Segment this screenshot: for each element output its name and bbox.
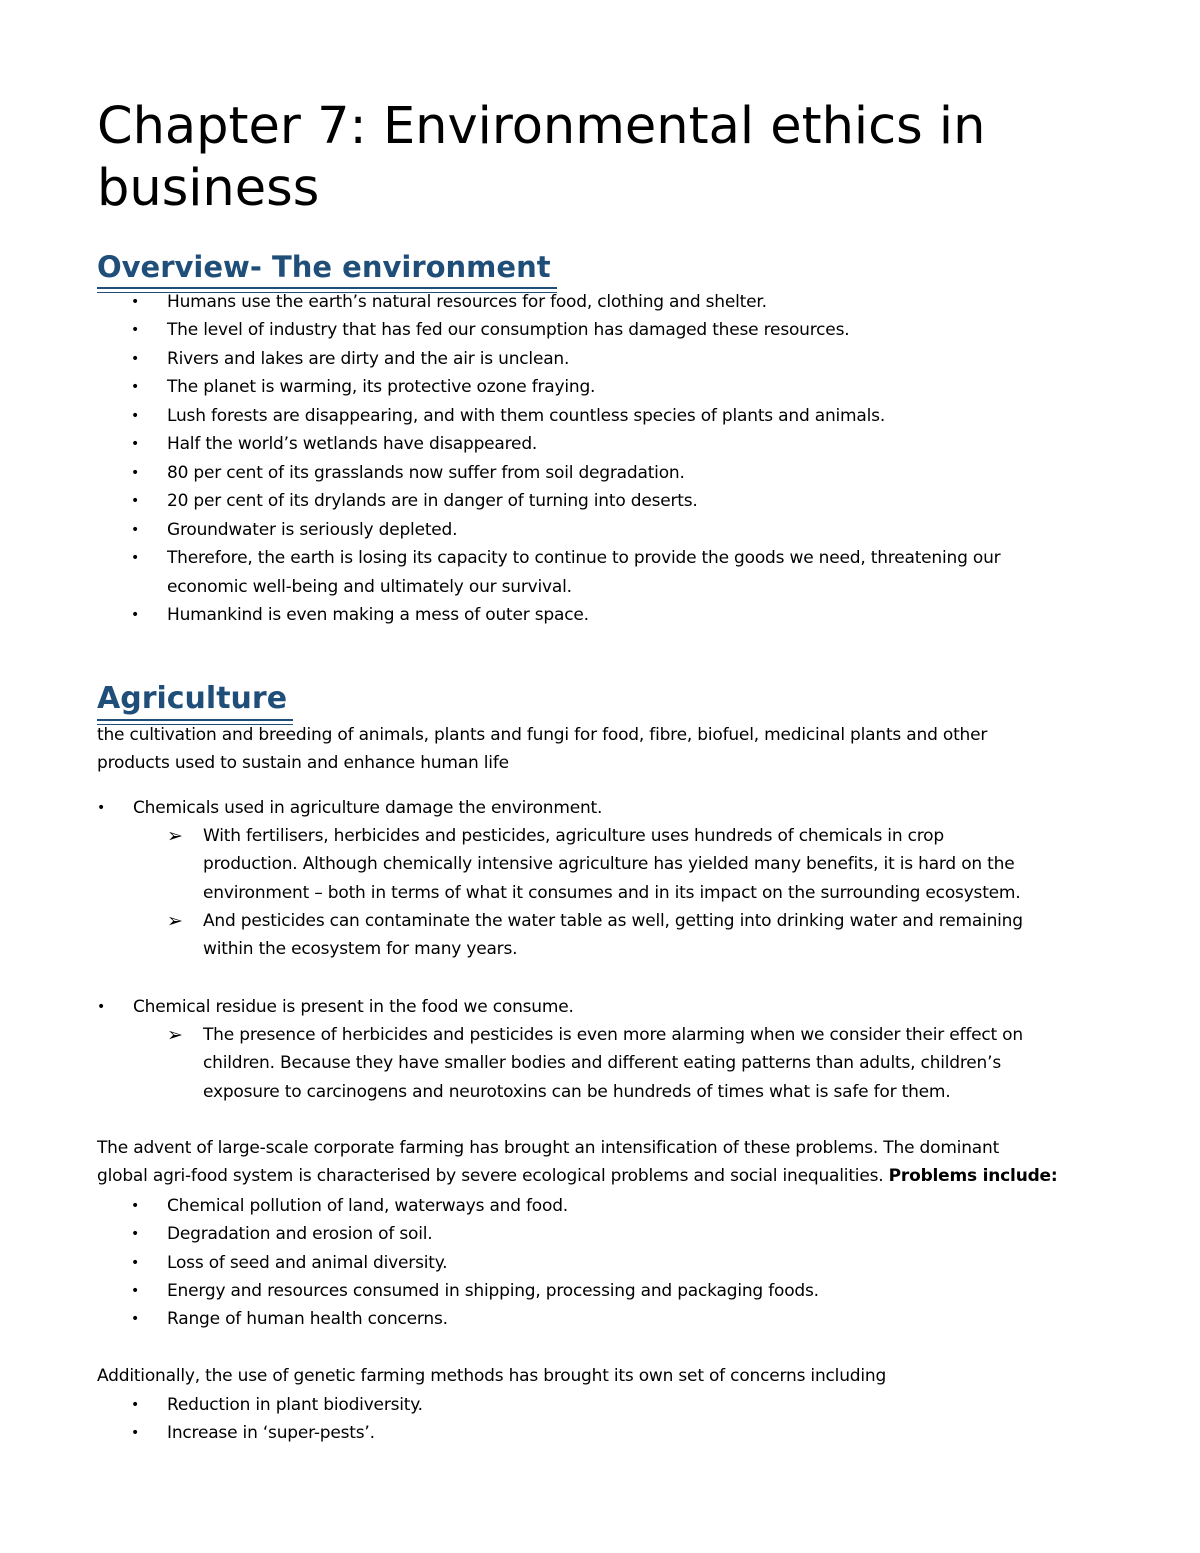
problem-item: Range of human health concerns. bbox=[167, 1309, 448, 1329]
agriculture-definition: the cultivation and breeding of animals, plants and fungi for food, fibre, biofuel, medicinal plants and other bbox=[97, 725, 988, 745]
problem-item: Loss of seed and animal diversity. bbox=[167, 1253, 448, 1273]
overview-item: The planet is warming, its protective ozone fraying. bbox=[167, 377, 596, 397]
overview-item: Therefore, the earth is losing its capacity to continue to provide the goods we need, threatening our bbox=[167, 548, 1001, 568]
bullet-icon: • bbox=[131, 1425, 140, 1441]
genetic-paragraph: Additionally, the use of genetic farming methods has brought its own set of concerns including bbox=[97, 1366, 887, 1386]
bullet-icon: • bbox=[131, 607, 140, 623]
bullet-icon: • bbox=[97, 999, 106, 1015]
agriculture-subpoint-continuation: environment – both in terms of what it consumes and in its impact on the surrounding ecosystem. bbox=[203, 883, 1021, 903]
agriculture-subpoint-continuation: production. Although chemically intensive agriculture has yielded many benefits, it is hard on the bbox=[203, 854, 1015, 874]
bullet-icon: • bbox=[131, 550, 140, 566]
bullet-icon: • bbox=[131, 522, 140, 538]
agriculture-subpoint-continuation: exposure to carcinogens and neurotoxins can be hundreds of times what is safe for them. bbox=[203, 1082, 951, 1102]
chapter-title: Chapter 7: Environmental ethics in business bbox=[97, 97, 986, 218]
bullet-icon: • bbox=[131, 322, 140, 338]
agriculture-point: Chemicals used in agriculture damage the environment. bbox=[133, 798, 603, 818]
bullet-icon: • bbox=[131, 493, 140, 509]
agriculture-subpoint: And pesticides can contaminate the water table as well, getting into drinking water and remaining bbox=[203, 911, 1023, 931]
problem-item: Degradation and erosion of soil. bbox=[167, 1224, 433, 1244]
agriculture-heading bbox=[97, 680, 287, 718]
genetic-concern-item: Increase in ‘super-pests’. bbox=[167, 1423, 375, 1443]
bullet-icon: • bbox=[131, 1255, 140, 1271]
advent-paragraph: The advent of large-scale corporate farming has brought an intensification of these problems. The dominant bbox=[97, 1138, 1000, 1158]
bullet-icon: • bbox=[131, 1226, 140, 1242]
overview-heading-text: Overview- The environment bbox=[97, 250, 551, 284]
problem-item: Chemical pollution of land, waterways and food. bbox=[167, 1196, 569, 1216]
overview-item-continuation: economic well-being and ultimately our survival. bbox=[167, 577, 572, 597]
genetic-concern-item: Reduction in plant biodiversity. bbox=[167, 1395, 423, 1415]
overview-item: 80 per cent of its grasslands now suffer from soil degradation. bbox=[167, 463, 685, 483]
advent-paragraph-line bbox=[97, 1162, 1058, 1191]
bullet-icon: • bbox=[131, 436, 140, 452]
bullet-icon: • bbox=[131, 1311, 140, 1327]
arrow-bullet-icon: ➢ bbox=[167, 1024, 183, 1046]
arrow-bullet-icon: ➢ bbox=[167, 910, 183, 932]
problems-label: Problems include: bbox=[888, 1166, 1058, 1186]
overview-item: Groundwater is seriously depleted. bbox=[167, 520, 458, 540]
overview-item: Rivers and lakes are dirty and the air is unclean. bbox=[167, 349, 570, 369]
arrow-bullet-icon: ➢ bbox=[167, 825, 183, 847]
bullet-icon: • bbox=[131, 1198, 140, 1214]
agriculture-subpoint: With fertilisers, herbicides and pesticides, agriculture uses hundreds of chemicals in crop bbox=[203, 826, 944, 846]
advent-paragraph-text: global agri-food system is characterised by severe ecological problems and social inequalities. bbox=[97, 1166, 884, 1186]
overview-item: The level of industry that has fed our consumption has damaged these resources. bbox=[167, 320, 850, 340]
agriculture-heading-text: Agriculture bbox=[97, 681, 288, 716]
bullet-icon: • bbox=[97, 800, 106, 816]
bullet-icon: • bbox=[131, 408, 140, 424]
overview-item: Lush forests are disappearing, and with them countless species of plants and animals. bbox=[167, 406, 886, 426]
agriculture-point: Chemical residue is present in the food we consume. bbox=[133, 997, 574, 1017]
bullet-icon: • bbox=[131, 351, 140, 367]
bullet-icon: • bbox=[131, 465, 140, 481]
overview-item: Humankind is even making a mess of outer space. bbox=[167, 605, 589, 625]
bullet-icon: • bbox=[131, 379, 140, 395]
bullet-icon: • bbox=[131, 1283, 140, 1299]
agriculture-subpoint-continuation: children. Because they have smaller bodies and different eating patterns than adults, children’s bbox=[203, 1053, 1001, 1073]
overview-item: Half the world’s wetlands have disappeared. bbox=[167, 434, 538, 454]
overview-item: Humans use the earth’s natural resources for food, clothing and shelter. bbox=[167, 292, 767, 312]
agriculture-subpoint: The presence of herbicides and pesticides is even more alarming when we consider their effect on bbox=[203, 1025, 1023, 1045]
overview-heading bbox=[97, 249, 551, 285]
problem-item: Energy and resources consumed in shipping, processing and packaging foods. bbox=[167, 1281, 819, 1301]
agriculture-definition: products used to sustain and enhance human life bbox=[97, 753, 509, 773]
overview-item: 20 per cent of its drylands are in danger of turning into deserts. bbox=[167, 491, 698, 511]
bullet-icon: • bbox=[131, 294, 140, 310]
bullet-icon: • bbox=[131, 1397, 140, 1413]
agriculture-subpoint-continuation: within the ecosystem for many years. bbox=[203, 939, 518, 959]
